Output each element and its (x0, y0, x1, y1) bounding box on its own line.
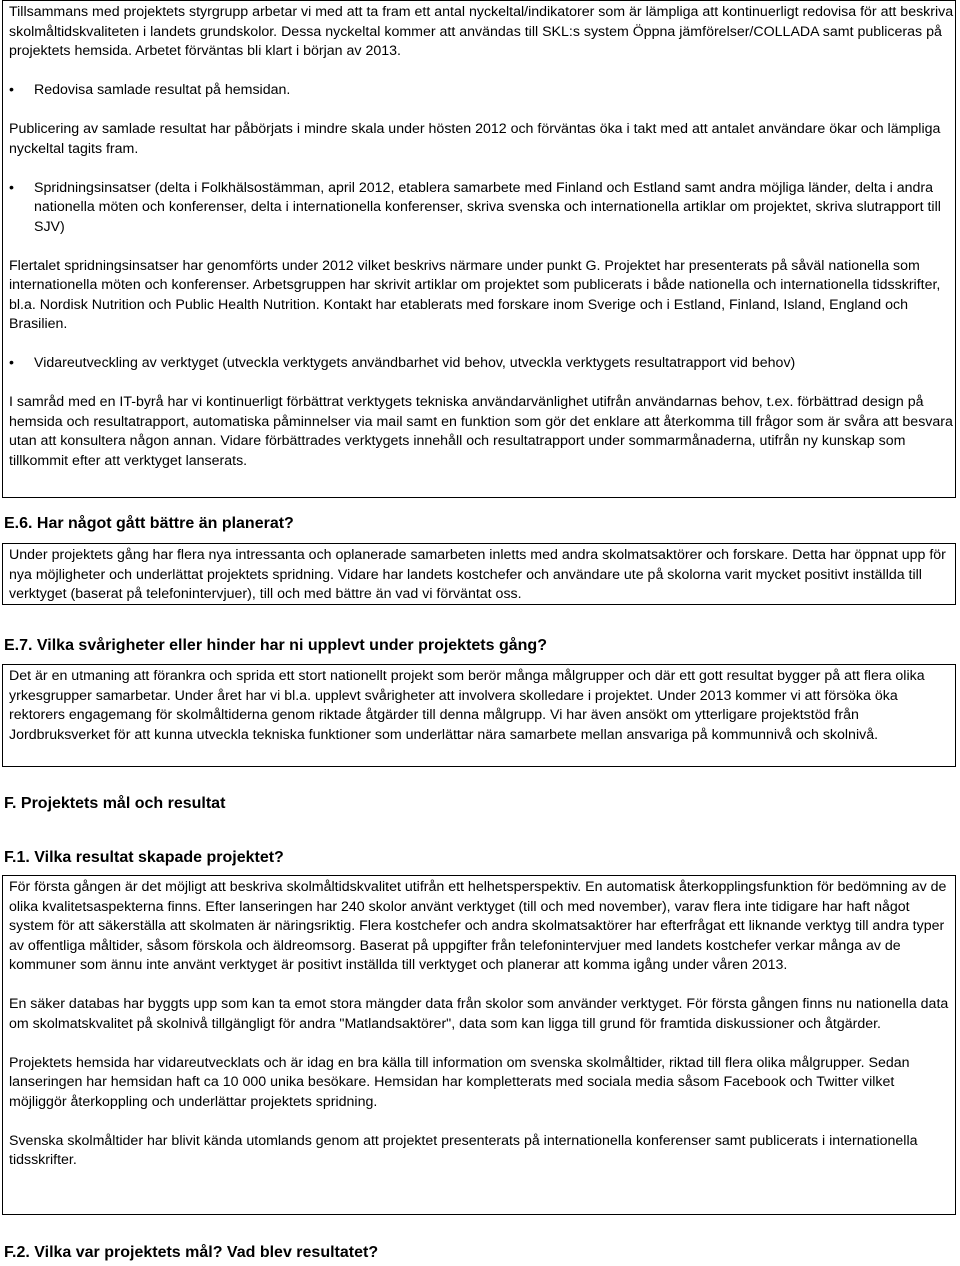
tool-development-paragraph: I samråd med en IT-byrå har vi kontinuerligt förbättrat verktygets tekniska användarvänlighet utifrån användarnas behov, t.ex. förbättrad design på hemsida och resultatrapport, automatiska påminnelser via mail samt en funktion som gör det enklare att återkomma till frågor som är svåra att besvara utan att konsultera någon annan. Vidare förbättrades verktygets innehåll och resultatrapport under sommarmånaderna, utifrån ny kunskap som tillkommit efter att verktyget lanserats. (9, 394, 953, 469)
bullet-tool-development: • Vidareutveckling av verktyget (utveckla verktygets användbarhet vid behov, utveckla verktygets resultatrapport vid behov) (9, 354, 955, 374)
f1-answer-box (2, 875, 956, 1215)
f1-paragraph-4: Svenska skolmåltider har blivit kända utomlands genom att projektet presenterats på internationella konferenser samt publicerats i internationella tidsskrifter. (9, 1132, 918, 1168)
heading-f: F. Projektets mål och resultat (4, 795, 226, 812)
e6-answer-box (2, 543, 956, 605)
e7-answer-box (2, 664, 956, 767)
heading-f1: F.1. Vilka resultat skapade projektet? (4, 849, 284, 866)
bullet-dissemination: • Spridningsinsatser (delta i Folkhälsostämman, april 2012, etablera samarbete med Finland och Estland samt andra möjliga länder, delta i andra nationella möten och konferenser, delta i internationella konferenser, skriva svenska och internationella artiklar om projektet, skriva slutrapport till SJV) (9, 179, 955, 238)
progress-text-box (2, 0, 956, 498)
heading-e6: E.6. Har något gått bättre än planerat? (4, 515, 294, 532)
f1-paragraph-1: För första gången är det möjligt att beskriva skolmåltidskvalitet utifrån ett helhetsperspektiv. En automatisk återkopplingsfunktion för bedömning av de olika kvalitetsaspekterna finns. Efter lanseringen har 240 skolor använt verktyget (till och med november), varav flera inte tidigare har haft något system för att säkerställa att skolmaten är näringsriktig. Flera kostchefer och andra skolmatsaktörer har efterfrågat ett liknande verktyg till andra typer av offentliga måltider, såsom förskola och äldreomsorg. Baserat på uppgifter från telefonintervjuer med landets kostchefer verkar många av de kommuner som ännu inte använt verktyget är positivt inställda till verktyget och planerar att komma igång under våren 2013. (9, 879, 947, 973)
intro-paragraph: Tillsammans med projektets styrgrupp arbetar vi med att ta fram ett antal nyckeltal/indikatorer som är lämpliga att kontinuerligt redovisa för att beskriva skolmåltidskvaliteten i landets grundskolor. Dessa nyckeltal kommer att användas till SKL:s system Öppna jämförelser/COLLADA samt publiceras på projektets hemsida. Arbetet förväntas bli klart i början av 2013. (9, 4, 954, 59)
f1-paragraph-3: Projektets hemsida har vidareutvecklats och är idag en bra källa till information om svenska skolmåltider, riktad till flera olika målgrupper. Sedan lanseringen har hemsidan haft ca 10 000 unika besökare. Hemsidan har kompletterats med sociala media såsom Facebook och Twitter vilket möjliggör återkoppling och underlättar projektets spridning. (9, 1054, 910, 1110)
publish-results-paragraph: Publicering av samlade resultat har påbörjats i mindre skala under hösten 2012 och förväntas öka i takt med att antalet användare ökar och lämpliga nyckeltal tagits fram. (9, 121, 941, 157)
e6-answer-text: Under projektets gång har flera nya intressanta och oplanerade samarbeten inletts med andra skolmatsaktörer och forskare. Detta har öppnat upp för nya möjligheter och underlättat projektets spridning. Vidare har landets kostchefer och användare ute på skolorna varit mycket positivt inställda till verktyget (baserat på telefonintervjuer), till och med bättre än vad vi förväntat oss. (9, 547, 946, 602)
heading-e7: E.7. Vilka svårigheter eller hinder har ni upplevt under projektets gång? (4, 637, 547, 654)
f1-paragraph-2: En säker databas har byggts upp som kan ta emot stora mängder data från skolor som använder verktyget. För första gången finns nu nationella data om skolmatskvalitet på skolnivå tillgängligt för andra "Matlandsaktörer", data som kan ligga till grund för framtida diskussioner och åtgärder. (9, 996, 949, 1032)
bullet-publish-results: • Redovisa samlade resultat på hemsidan. (9, 81, 955, 101)
dissemination-paragraph: Flertalet spridningsinsatser har genomförts under 2012 vilket beskrivs närmare under punkt G. Projektet har presenterats på såväl nationella som internationella möten och konferenser. Arbetsgruppen har skrivit artiklar om projektet som publicerats i både nationella och internationella tidsskrifter, bl.a. Nordisk Nutrition och Public Health Nutrition. Kontakt har etablerats med forskare inom Sverige och i Estland, Finland, Island, England och Brasilien. (9, 257, 941, 332)
heading-f2: F.2. Vilka var projektets mål? Vad blev resultatet? (4, 1244, 379, 1261)
e7-answer-text: Det är en utmaning att förankra och sprida ett stort nationellt projekt som berör många målgrupper och där ett gott resultat bygger på att flera olika yrkesgrupper samarbetar. Under året har vi bl.a. upplevt svårigheter att involvera skolledare i projektet. Under 2013 kommer vi att försöka öka rektorers engagemang för skolmåltiderna genom riktade åtgärder till denna målgrupp. Vi har även ansökt om ytterligare projektstöd från Jordbruksverket för att kunna utveckla tekniska funktioner som underlättar nära samarbete mellan ansvariga på kommunnivå och skolnivå. (9, 668, 925, 743)
